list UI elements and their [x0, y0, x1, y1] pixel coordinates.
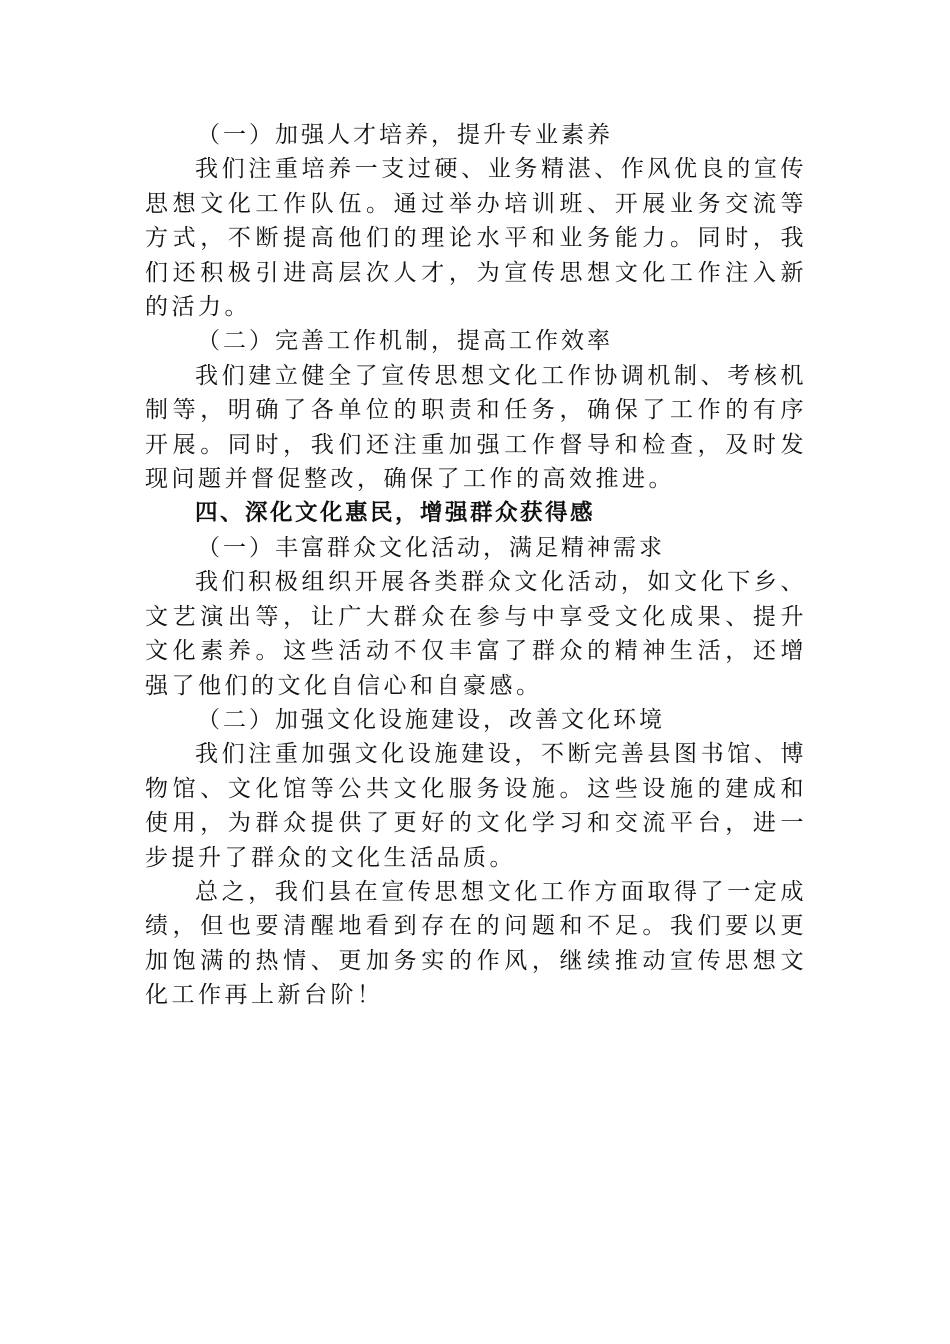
document-page: [145, 118, 807, 1013]
paragraph-conclusion: 总之，我们县在宣传思想文化工作方面取得了一定成绩，但也要清醒地看到存在的问题和不足。我们要以更加饱满的热情、更加务实的作风，继续推动宣传思想文化工作再上新台阶！: [145, 878, 807, 1009]
paragraph-work-mechanism: 我们建立健全了宣传思想文化工作协调机制、考核机制等，明确了各单位的职责和任务，确保了工作的有序开展。同时，我们还注重加强工作督导和检查，及时发现问题并督促整改，确保了工作的高效推进。: [145, 362, 807, 493]
sub-heading-cultural-activities: （一）丰富群众文化活动，满足精神需求: [197, 534, 665, 561]
paragraph-cultural-activities: 我们积极组织开展各类群众文化活动，如文化下乡、文艺演出等，让广大群众在参与中享受文化成果、提升文化素养。这些活动不仅丰富了群众的精神生活，还增强了他们的文化自信心和自豪感。: [145, 569, 807, 699]
section-heading-cultural-benefit: 四、深化文化惠民，增强群众获得感: [195, 500, 596, 527]
sub-heading-work-mechanism: （二）完善工作机制，提高工作效率: [197, 328, 613, 355]
paragraph-cultural-facilities: 我们注重加强文化设施建设，不断完善县图书馆、博物馆、文化馆等公共文化服务设施。这些设施的建成和使用，为群众提供了更好的文化学习和交流平台，进一步提升了群众的文化生活品质。: [145, 741, 807, 871]
paragraph-talent-training: 我们注重培养一支过硬、业务精湛、作风优良的宣传思想文化工作队伍。通过举办培训班、开展业务交流等方式，不断提高他们的理论水平和业务能力。同时，我们还积极引进高层次人才，为宣传思想文化工作注入新的活力。: [145, 156, 807, 321]
sub-heading-cultural-facilities: （二）加强文化设施建设，改善文化环境: [197, 706, 665, 733]
sub-heading-talent-training: （一）加强人才培养，提升专业素养: [197, 122, 613, 148]
